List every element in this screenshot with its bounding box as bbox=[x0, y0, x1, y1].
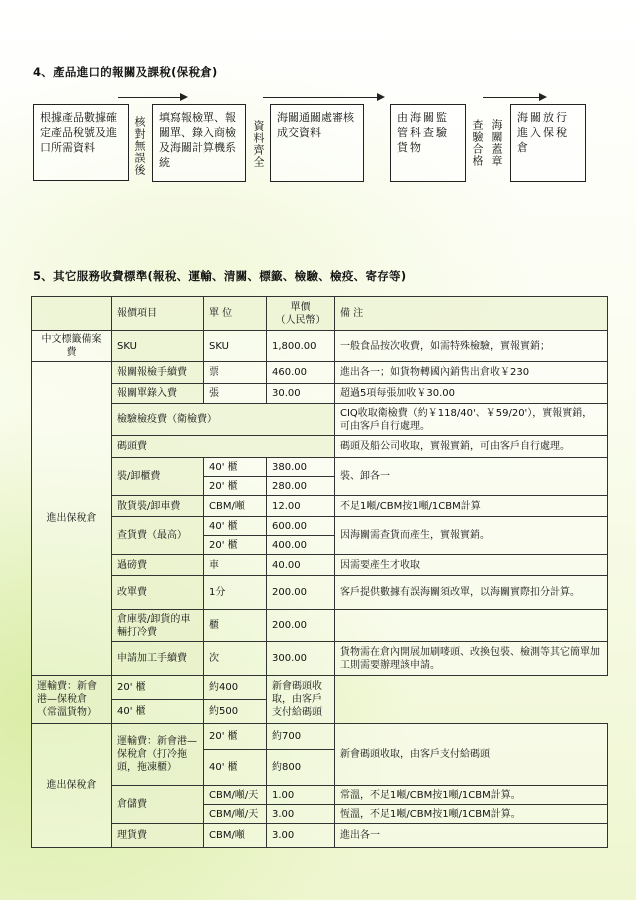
table-row bbox=[32, 458, 608, 477]
row-note: 新會碼頭收取，由客戶支付給碼頭 bbox=[335, 724, 608, 786]
row-unit: 次 bbox=[204, 642, 267, 676]
row-price: 3.00 bbox=[267, 805, 335, 824]
flow-arrow bbox=[118, 97, 186, 98]
row-item: 理貨費 bbox=[112, 824, 204, 848]
row-item: 散貨裝/卸車費 bbox=[112, 496, 204, 517]
table-row bbox=[32, 824, 608, 848]
row-unit: 40' 櫃 bbox=[204, 458, 267, 477]
row-note: 客戶提供數據有誤海關須改單，以海關實際扣分計算。 bbox=[335, 576, 608, 610]
row-price: 40.00 bbox=[267, 555, 335, 576]
row-price: 3.00 bbox=[267, 824, 335, 848]
table-row bbox=[32, 786, 608, 805]
row-item: 過磅費 bbox=[112, 555, 204, 576]
table-row bbox=[32, 384, 608, 404]
header-category bbox=[32, 297, 112, 331]
row-price: 約500 bbox=[204, 700, 267, 724]
row-price: 380.00 bbox=[267, 458, 335, 477]
row-note: 因需要產生才收取 bbox=[335, 555, 608, 576]
flow-box-text: 海關放行進入保稅倉 bbox=[517, 111, 569, 154]
row-item: SKU bbox=[112, 331, 204, 362]
row-item: 報關單錄入費 bbox=[112, 384, 204, 404]
row-price: 460.00 bbox=[267, 362, 335, 384]
row-note bbox=[335, 610, 608, 642]
row-item: 檢驗檢疫費（衛檢費） bbox=[112, 404, 335, 436]
flow-box-fill-forms bbox=[152, 104, 246, 182]
row-unit: 票 bbox=[204, 362, 267, 384]
section-5-heading: 5、其它服務收費標準(報稅、運輸、清關、標籤、檢驗、檢疫、寄存等) bbox=[33, 269, 407, 283]
row-price: 約400 bbox=[204, 676, 267, 700]
flow-box-text: 由海關監管科查驗貨物 bbox=[397, 111, 449, 154]
row-price: 30.00 bbox=[267, 384, 335, 404]
row-unit: CBM/噸 bbox=[204, 496, 267, 517]
row-unit: CBM/噸 bbox=[204, 824, 267, 848]
row-price: 400.00 bbox=[267, 536, 335, 555]
row-note: 進出各一；如貨物轉國內銷售出倉收￥230 bbox=[335, 362, 608, 384]
fee-table bbox=[31, 296, 608, 848]
table-row bbox=[32, 331, 608, 362]
row-price: 1.00 bbox=[267, 786, 335, 805]
row-note: 不足1噸/CBM按1噸/1CBM計算 bbox=[335, 496, 608, 517]
flow-arrow bbox=[483, 97, 545, 98]
row-item: 倉庫裝/卸貨的車輛打冷費 bbox=[112, 610, 204, 642]
row-item: 碼頭費 bbox=[112, 436, 335, 458]
table-header-row bbox=[32, 297, 608, 331]
row-item: 申請加工手續費 bbox=[112, 642, 204, 676]
row-item: 報關報檢手續費 bbox=[112, 362, 204, 384]
table-row bbox=[32, 555, 608, 576]
row-item: 運輸費：新會港—保稅倉（常溫貨物） bbox=[32, 676, 112, 724]
flow-step-complete: 資料齊全 bbox=[252, 120, 265, 168]
row-unit: 車 bbox=[204, 555, 267, 576]
flow-box-text: 根據產品數據確定產品稅號及進口所需資料 bbox=[40, 111, 117, 154]
row-unit: 20' 櫃 bbox=[204, 536, 267, 555]
flow-arrow bbox=[263, 97, 383, 98]
row-price: 200.00 bbox=[267, 610, 335, 642]
row-price: 1,800.00 bbox=[267, 331, 335, 362]
table-row bbox=[32, 362, 608, 384]
row-unit: 20' 櫃 bbox=[204, 477, 267, 496]
table-row bbox=[32, 517, 608, 536]
row-note: 恆溫，不足1噸/CBM按1噸/1CBM計算。 bbox=[335, 805, 608, 824]
row-item: 倉儲費 bbox=[112, 786, 204, 824]
category-label: 進出保稅倉 bbox=[32, 362, 112, 676]
row-price: 600.00 bbox=[267, 517, 335, 536]
row-note: CIQ收取衛檢費（約￥118/40'、￥59/20'），實報實銷，可由客戶自行處理。 bbox=[335, 404, 608, 436]
row-unit: 櫃 bbox=[204, 610, 267, 642]
section-4-heading: 4、產品進口的報關及課稅(保稅倉) bbox=[33, 65, 218, 79]
row-note: 因海關需查貨而產生，實報實銷。 bbox=[335, 517, 608, 555]
row-unit: 1分 bbox=[204, 576, 267, 610]
table-row bbox=[32, 724, 608, 750]
category-label: 進出保稅倉 bbox=[32, 724, 112, 848]
table-row bbox=[32, 642, 608, 676]
category-label: 中文標籤備案費 bbox=[32, 331, 112, 362]
row-price: 12.00 bbox=[267, 496, 335, 517]
flow-box-text: 填寫報檢單、報關單、錄入商檢及海關計算機系統 bbox=[159, 111, 236, 169]
table-row bbox=[32, 404, 608, 436]
table-row bbox=[32, 610, 608, 642]
header-note: 備 注 bbox=[335, 297, 608, 331]
row-price: 200.00 bbox=[267, 576, 335, 610]
header-item: 報價項目 bbox=[112, 297, 204, 331]
row-unit: CBM/噸/天 bbox=[204, 786, 267, 805]
row-price: 300.00 bbox=[267, 642, 335, 676]
row-price: 約800 bbox=[267, 750, 335, 786]
row-note: 進出各一 bbox=[335, 824, 608, 848]
row-item: 改單費 bbox=[112, 576, 204, 610]
flow-step-verified: 核對無誤後 bbox=[133, 116, 146, 176]
row-unit: 20' 櫃 bbox=[204, 724, 267, 750]
row-price: 280.00 bbox=[267, 477, 335, 496]
row-note: 碼頭及船公司收取，實報實銷，可由客戶自行處理。 bbox=[335, 436, 608, 458]
header-unit: 單 位 bbox=[204, 297, 267, 331]
header-price: 單價 （人民幣） bbox=[267, 297, 335, 331]
row-note: 新會碼頭收取，由客戶支付給碼頭 bbox=[267, 676, 335, 724]
row-unit: 40' 櫃 bbox=[204, 517, 267, 536]
table-row bbox=[32, 576, 608, 610]
row-unit: 40' 櫃 bbox=[112, 700, 204, 724]
row-price: 約700 bbox=[267, 724, 335, 750]
flow-step-stamped: 海關蓋章 bbox=[490, 119, 503, 167]
flow-step-passed: 查驗合格 bbox=[471, 119, 484, 167]
row-note: 貨物需在倉內開展加刷嘜頭、改換包裝、檢測等其它簡單加工則需要辦理該申請。 bbox=[335, 642, 608, 676]
table-row bbox=[32, 436, 608, 458]
row-note: 裝、卸各一 bbox=[335, 458, 608, 496]
row-note: 超過5項每張加收￥30.00 bbox=[335, 384, 608, 404]
flow-box-release bbox=[510, 104, 586, 182]
table-row bbox=[32, 496, 608, 517]
row-item: 查貨費（最高） bbox=[112, 517, 204, 555]
flow-box-inspection bbox=[390, 104, 466, 182]
row-unit: 張 bbox=[204, 384, 267, 404]
flow-box-determine-tariff bbox=[33, 104, 129, 181]
row-unit: CBM/噸/天 bbox=[204, 805, 267, 824]
flow-box-customs-review bbox=[270, 104, 364, 182]
row-note: 常溫，不足1噸/CBM按1噸/1CBM計算。 bbox=[335, 786, 608, 805]
row-item: 運輸費：新會港—保稅倉（打冷拖頭，拖凍櫃） bbox=[112, 724, 204, 786]
row-unit: 20' 櫃 bbox=[112, 676, 204, 700]
table-row bbox=[32, 676, 608, 700]
row-unit: 40' 櫃 bbox=[204, 750, 267, 786]
row-note: 一般食品按次收費，如需特殊檢驗，實報實銷； bbox=[335, 331, 608, 362]
flow-box-text: 海關通關處審核成交資料 bbox=[277, 111, 354, 139]
row-item: 裝/卸櫃費 bbox=[112, 458, 204, 496]
row-unit: SKU bbox=[204, 331, 267, 362]
